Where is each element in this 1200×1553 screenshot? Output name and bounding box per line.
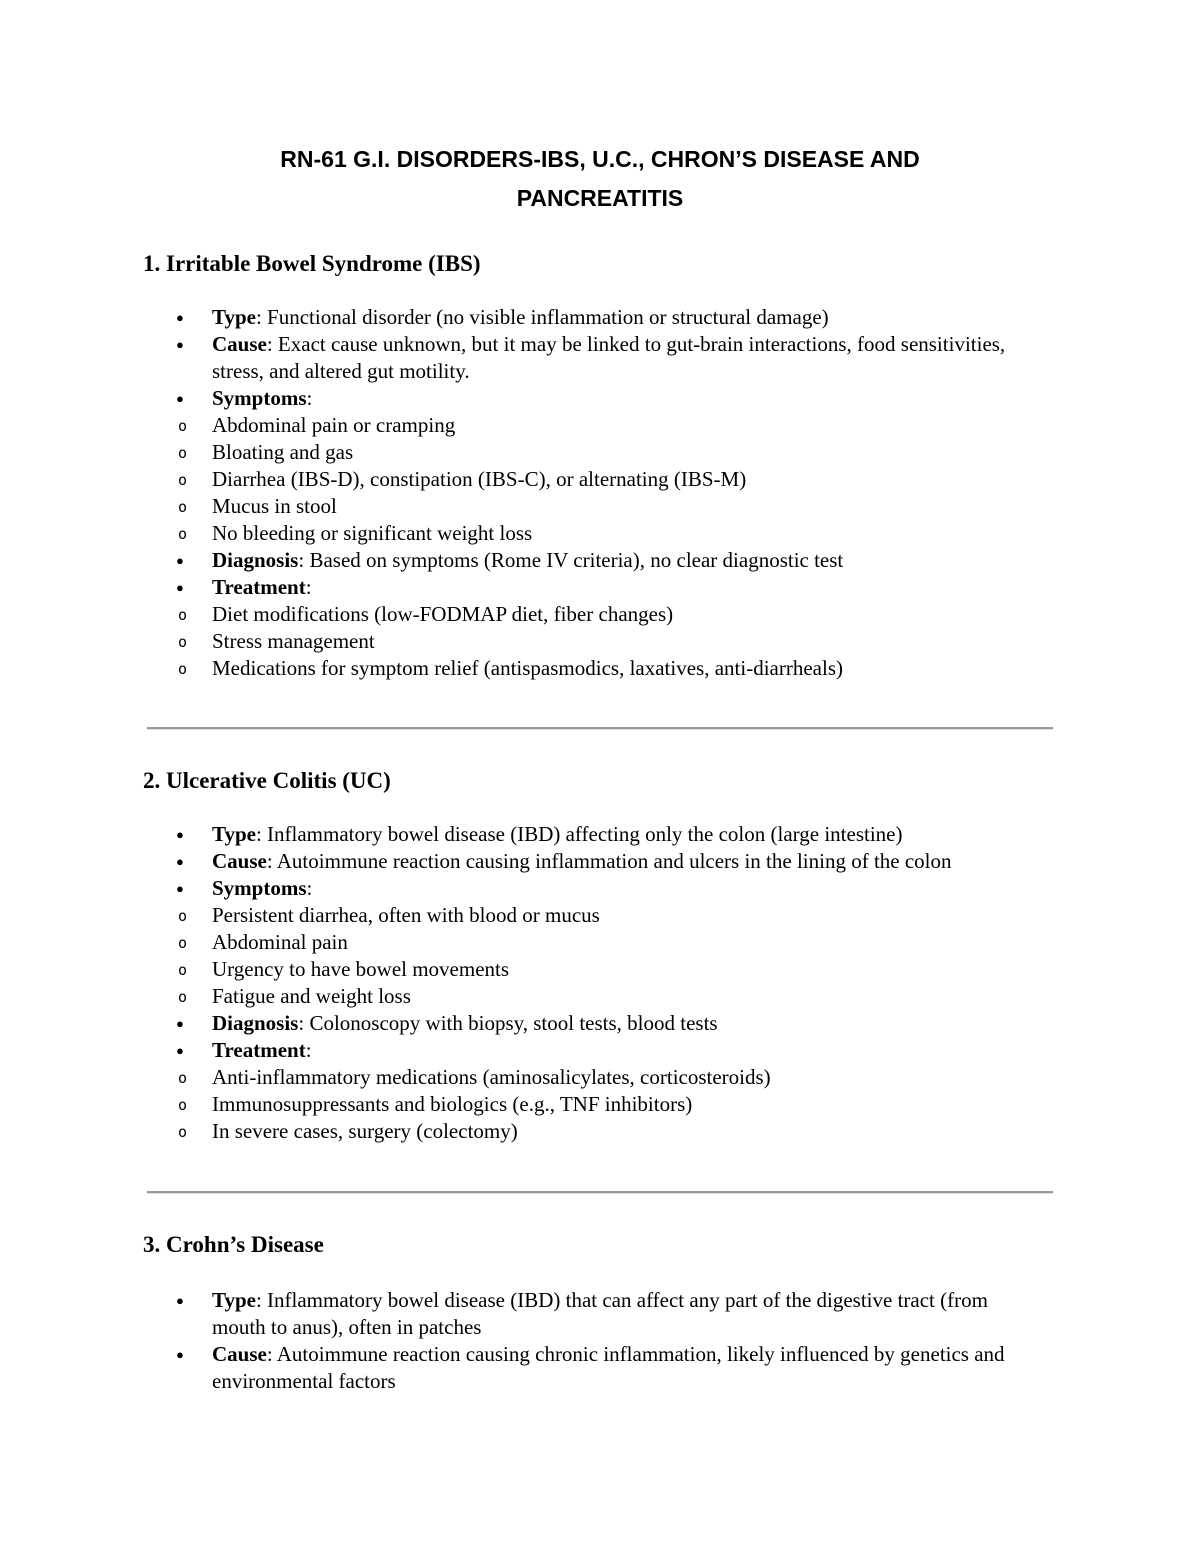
horizontal-rule	[147, 1191, 1053, 1194]
sub-bullet-icon: o	[178, 660, 188, 678]
sub-list-container	[0, 1064, 1200, 1145]
sub-bullet-list	[142, 412, 1200, 547]
item-label: Cause	[212, 1342, 267, 1366]
item-text: : Functional disorder (no visible inflammation or structural damage)	[255, 305, 829, 329]
list-item	[0, 574, 1200, 601]
item-label: Type	[212, 822, 256, 846]
sub-bullet-list	[142, 902, 1200, 1010]
sub-list-item	[142, 412, 1200, 439]
sub-list-item	[142, 902, 1200, 929]
list-item	[0, 547, 1200, 574]
sub-bullet-icon: o	[178, 1069, 188, 1087]
list-item	[0, 1341, 1200, 1395]
sub-list-item	[142, 520, 1200, 547]
sub-bullet-icon: o	[178, 606, 188, 624]
bullet-icon: ●	[176, 827, 184, 842]
sub-list-item	[142, 929, 1200, 956]
item-label: Diagnosis	[212, 548, 299, 572]
item-label: Symptoms	[212, 876, 307, 900]
item-label: Type	[212, 305, 256, 329]
sub-item-text: Immunosuppressants and biologics (e.g., TNF inhibitors)	[212, 1092, 693, 1116]
sub-list-item	[142, 628, 1200, 655]
item-text: :	[306, 386, 313, 410]
section-heading: 2. Ulcerative Colitis (UC)	[143, 768, 391, 793]
list-item	[0, 1287, 1200, 1341]
item-label: Treatment	[212, 575, 306, 599]
item-text: :	[306, 876, 313, 900]
sub-bullet-icon: o	[178, 907, 188, 925]
item-label: Cause	[212, 332, 267, 356]
item-label: Treatment	[212, 1038, 306, 1062]
item-label: Cause	[212, 849, 267, 873]
document-title	[100, 140, 1100, 218]
bullet-icon: ●	[176, 553, 184, 568]
sub-bullet-icon: o	[178, 961, 188, 979]
title-line-1: RN-61 G.I. DISORDERS-IBS, U.C., CHRON’S DISEASE AND	[280, 146, 920, 172]
item-text: : Exact cause unknown, but it may be linked to gut-brain interactions, food sensitivities, stress, and altered gut motility.	[212, 332, 1006, 383]
sub-list-item	[142, 1091, 1200, 1118]
sub-bullet-icon: o	[178, 988, 188, 1006]
bullet-icon: ●	[176, 881, 184, 896]
item-text: :	[305, 575, 312, 599]
item-text: : Autoimmune reaction causing inflammation and ulcers in the lining of the colon	[266, 849, 952, 873]
item-label: Type	[212, 1288, 256, 1312]
horizontal-rule	[147, 727, 1053, 730]
item-text: : Inflammatory bowel disease (IBD) affecting only the colon (large intestine)	[255, 822, 903, 846]
sub-list-item	[142, 1064, 1200, 1091]
sub-bullet-icon: o	[178, 471, 188, 489]
sub-list-item	[142, 493, 1200, 520]
section-heading: 3. Crohn’s Disease	[143, 1232, 324, 1257]
bullet-icon: ●	[176, 310, 184, 325]
sub-bullet-icon: o	[178, 498, 188, 516]
sub-item-text: Diet modifications (low-FODMAP diet, fiber changes)	[212, 602, 674, 626]
sub-list-item	[142, 956, 1200, 983]
sub-item-text: No bleeding or significant weight loss	[212, 521, 533, 545]
bullet-list	[0, 304, 1200, 682]
bullet-icon: ●	[176, 1347, 184, 1362]
list-item	[0, 1037, 1200, 1064]
item-text: : Based on symptoms (Rome IV criteria), no clear diagnostic test	[298, 548, 844, 572]
sub-bullet-list	[142, 1064, 1200, 1145]
sub-bullet-icon: o	[178, 934, 188, 952]
item-text: : Inflammatory bowel disease (IBD) that can affect any part of the digestive tract (from mouth to anus), often in patches	[212, 1288, 988, 1339]
sub-list-item	[142, 601, 1200, 628]
title-line-2: PANCREATITIS	[516, 185, 684, 211]
item-text: : Autoimmune reaction causing chronic inflammation, likely influenced by genetics and environmental factors	[212, 1342, 1005, 1393]
sub-item-text: Diarrhea (IBS-D), constipation (IBS-C), or alternating (IBS-M)	[212, 467, 747, 491]
sub-list-item	[142, 1118, 1200, 1145]
sub-list-container	[0, 902, 1200, 1010]
bullet-list	[0, 1287, 1200, 1395]
list-item	[0, 304, 1200, 331]
list-item	[0, 875, 1200, 902]
sub-list-item	[142, 655, 1200, 682]
list-item	[0, 331, 1200, 385]
sub-bullet-icon: o	[178, 1123, 188, 1141]
list-item	[0, 385, 1200, 412]
sub-bullet-icon: o	[178, 417, 188, 435]
sub-item-text: Urgency to have bowel movements	[212, 957, 510, 981]
item-label: Diagnosis	[212, 1011, 299, 1035]
sub-list-container	[0, 601, 1200, 682]
sub-bullet-icon: o	[178, 444, 188, 462]
sub-item-text: Anti-inflammatory medications (aminosalicylates, corticosteroids)	[212, 1065, 771, 1089]
bullet-list	[0, 821, 1200, 1145]
sub-bullet-icon: o	[178, 1096, 188, 1114]
sub-item-text: Abdominal pain or cramping	[212, 413, 456, 437]
sub-item-text: In severe cases, surgery (colectomy)	[212, 1119, 518, 1143]
sub-item-text: Bloating and gas	[212, 440, 354, 464]
sub-item-text: Medications for symptom relief (antispasmodics, laxatives, anti-diarrheals)	[212, 656, 843, 680]
sub-item-text: Stress management	[212, 629, 375, 653]
list-item	[0, 848, 1200, 875]
sub-item-text: Abdominal pain	[212, 930, 348, 954]
sub-bullet-icon: o	[178, 525, 188, 543]
sub-item-text: Fatigue and weight loss	[212, 984, 411, 1008]
item-label: Symptoms	[212, 386, 307, 410]
bullet-icon: ●	[176, 337, 184, 352]
item-text: :	[305, 1038, 312, 1062]
sub-item-text: Persistent diarrhea, often with blood or mucus	[212, 903, 600, 927]
bullet-icon: ●	[176, 1016, 184, 1031]
list-item	[0, 1010, 1200, 1037]
sub-item-text: Mucus in stool	[212, 494, 337, 518]
bullet-icon: ●	[176, 854, 184, 869]
sub-list-item	[142, 983, 1200, 1010]
sub-bullet-icon: o	[178, 633, 188, 651]
sub-bullet-list	[142, 601, 1200, 682]
bullet-icon: ●	[176, 391, 184, 406]
section-heading: 1. Irritable Bowel Syndrome (IBS)	[143, 251, 481, 276]
bullet-icon: ●	[176, 1043, 184, 1058]
bullet-icon: ●	[176, 580, 184, 595]
bullet-icon: ●	[176, 1293, 184, 1308]
sub-list-item	[142, 439, 1200, 466]
sub-list-container	[0, 412, 1200, 547]
sub-list-item	[142, 466, 1200, 493]
list-item	[0, 821, 1200, 848]
item-text: : Colonoscopy with biopsy, stool tests, blood tests	[298, 1011, 718, 1035]
